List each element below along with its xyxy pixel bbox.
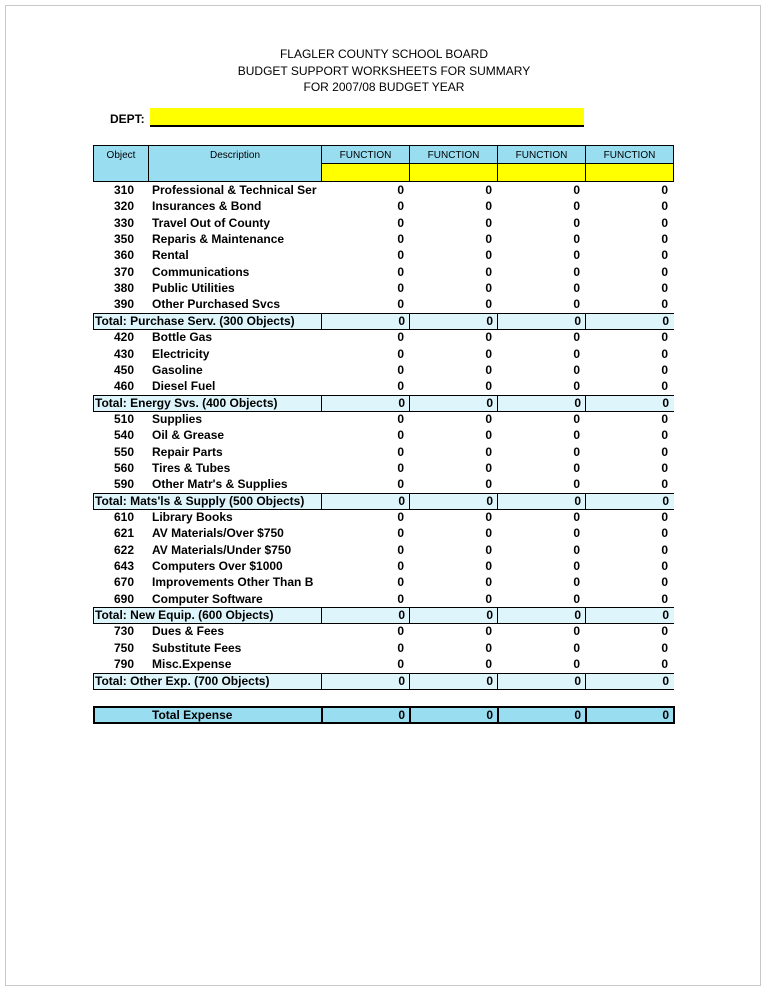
object-code: 790 [113,657,134,671]
row-description: Substitute Fees [152,641,242,655]
function-4-input[interactable] [585,163,674,182]
object-code: 610 [113,510,134,524]
function-value-3[interactable]: 0 [573,330,580,344]
function-value-4[interactable]: 0 [661,216,668,230]
function-value-3[interactable]: 0 [573,412,580,426]
subtotal-value-4: 0 [662,494,669,508]
subtotal-value-2: 0 [486,396,493,410]
subtotal-value-1: 0 [398,396,405,410]
function-value-1[interactable]: 0 [397,657,404,671]
row-description: Other Matr's & Supplies [152,477,288,491]
function-value-2[interactable]: 0 [485,559,492,573]
table-row [0,363,768,379]
function-value-4[interactable]: 0 [661,624,668,638]
function-value-1[interactable]: 0 [397,232,404,246]
function-value-4[interactable]: 0 [661,526,668,540]
function-value-3[interactable]: 0 [573,445,580,459]
report-year: FOR 2007/08 BUDGET YEAR [303,80,465,94]
object-code: 330 [113,216,134,230]
function-value-3[interactable]: 0 [573,363,580,377]
function-value-2[interactable]: 0 [485,445,492,459]
object-code: 690 [113,592,134,606]
function-value-1[interactable]: 0 [397,445,404,459]
function-value-3[interactable]: 0 [573,543,580,557]
object-code: 622 [113,543,134,557]
grand-total-value-4: 0 [662,708,669,722]
function-value-3[interactable]: 0 [573,657,580,671]
table-row [0,575,768,591]
row-description: Gasoline [152,363,203,377]
function-value-3[interactable]: 0 [573,199,580,213]
table-row [0,412,768,428]
row-description: Diesel Fuel [152,379,216,393]
table-row [0,526,768,542]
function-value-4[interactable]: 0 [661,510,668,524]
function-value-1[interactable]: 0 [397,347,404,361]
function-value-1[interactable]: 0 [397,216,404,230]
subtotal-value-2: 0 [486,674,493,688]
object-code: 430 [113,347,134,361]
function-value-4[interactable]: 0 [661,641,668,655]
row-description: Library Books [152,510,233,524]
object-code: 460 [113,379,134,393]
function-value-2[interactable]: 0 [485,232,492,246]
grand-total-value-3: 0 [574,708,581,722]
function-value-1[interactable]: 0 [397,363,404,377]
function-value-4[interactable]: 0 [661,199,668,213]
function-value-2[interactable]: 0 [485,379,492,393]
function-value-4[interactable]: 0 [661,363,668,377]
function-value-1[interactable]: 0 [397,526,404,540]
function-value-2[interactable]: 0 [485,363,492,377]
grand-total-value-1: 0 [398,708,405,722]
function-value-2[interactable]: 0 [485,347,492,361]
function-value-3[interactable]: 0 [573,232,580,246]
function-value-3[interactable]: 0 [573,510,580,524]
function-value-2[interactable]: 0 [485,297,492,311]
function-value-2[interactable]: 0 [485,412,492,426]
table-row [0,248,768,264]
row-description: Professional & Technical Ser [152,183,317,197]
subtotal-value-3: 0 [574,674,581,688]
object-code: 350 [113,232,134,246]
table-row [0,543,768,559]
header-function-3: FUNCTION [497,145,586,182]
function-value-2[interactable]: 0 [485,657,492,671]
grand-total-value-2: 0 [486,708,493,722]
subtotal-value-2: 0 [486,314,493,328]
object-code: 621 [113,526,134,540]
table-row [0,624,768,640]
row-description: Electricity [152,347,210,361]
header-function-4: FUNCTION [585,145,674,182]
function-value-3[interactable]: 0 [573,559,580,573]
row-description: Insurances & Bond [152,199,262,213]
function-value-2[interactable]: 0 [485,216,492,230]
function-1-input[interactable] [321,163,410,182]
function-value-2[interactable]: 0 [485,183,492,197]
function-value-1[interactable]: 0 [397,461,404,475]
header-description: Description [148,145,322,182]
function-value-1[interactable]: 0 [397,183,404,197]
function-value-2[interactable]: 0 [485,641,492,655]
row-description: Computers Over $1000 [152,559,283,573]
table-row [0,477,768,493]
object-code: 730 [113,624,134,638]
table-row [0,347,768,363]
header-function-1: FUNCTION [321,145,410,182]
row-description: Tires & Tubes [152,461,231,475]
object-code: 360 [113,248,134,262]
subtotal-row [93,313,674,330]
function-value-1[interactable]: 0 [397,510,404,524]
function-value-2[interactable]: 0 [485,510,492,524]
grand-total-bar [93,706,675,724]
function-value-3[interactable]: 0 [573,379,580,393]
table-row [0,461,768,477]
function-value-2[interactable]: 0 [485,575,492,589]
function-value-2[interactable]: 0 [485,428,492,442]
function-value-1[interactable]: 0 [397,248,404,262]
function-value-3[interactable]: 0 [573,526,580,540]
object-code: 540 [113,428,134,442]
object-code: 590 [113,477,134,491]
dept-label: DEPT: [110,112,145,126]
subtotal-label: Total: New Equip. (600 Objects) [95,608,274,622]
function-value-3[interactable]: 0 [573,428,580,442]
function-value-4[interactable]: 0 [661,281,668,295]
subtotal-value-3: 0 [574,494,581,508]
object-code: 670 [113,575,134,589]
function-value-2[interactable]: 0 [485,330,492,344]
row-description: Reparis & Maintenance [152,232,285,246]
row-description: AV Materials/Under $750 [152,543,292,557]
function-value-1[interactable]: 0 [397,559,404,573]
function-value-3[interactable]: 0 [573,641,580,655]
object-code: 560 [113,461,134,475]
table-row [0,641,768,657]
function-value-4[interactable]: 0 [661,265,668,279]
function-value-3[interactable]: 0 [573,265,580,279]
table-row [0,445,768,461]
object-code: 420 [113,330,134,344]
table-row [0,428,768,444]
row-description: Public Utilities [152,281,235,295]
subtotal-value-3: 0 [574,608,581,622]
subtotal-value-1: 0 [398,608,405,622]
function-value-4[interactable]: 0 [661,559,668,573]
function-value-4[interactable]: 0 [661,575,668,589]
table-row [0,199,768,215]
subtotal-label: Total: Other Exp. (700 Objects) [95,674,270,688]
row-description: AV Materials/Over $750 [152,526,284,540]
subtotal-value-2: 0 [486,494,493,508]
header-object: Object [93,145,149,182]
function-value-4[interactable]: 0 [661,248,668,262]
function-value-4[interactable]: 0 [661,592,668,606]
row-description: Travel Out of County [152,216,271,230]
function-value-1[interactable]: 0 [397,281,404,295]
report-title: FLAGLER COUNTY SCHOOL BOARD [279,47,489,61]
subtotal-label: Total: Mats'ls & Supply (500 Objects) [95,494,305,508]
function-value-1[interactable]: 0 [397,330,404,344]
function-value-1[interactable]: 0 [397,575,404,589]
subtotal-row [93,493,674,510]
table-row [0,330,768,346]
table-row [0,379,768,395]
row-description: Dues & Fees [152,624,225,638]
subtotal-value-1: 0 [398,494,405,508]
subtotal-value-3: 0 [574,314,581,328]
table-row [0,265,768,281]
function-value-4[interactable]: 0 [661,461,668,475]
function-value-1[interactable]: 0 [397,477,404,491]
function-value-3[interactable]: 0 [573,592,580,606]
object-code: 643 [113,559,134,573]
function-value-1[interactable]: 0 [397,543,404,557]
function-value-1[interactable]: 0 [397,641,404,655]
subtotal-value-2: 0 [486,608,493,622]
table-row [0,183,768,199]
object-code: 510 [113,412,134,426]
function-value-3[interactable]: 0 [573,575,580,589]
function-value-2[interactable]: 0 [485,477,492,491]
row-description: Communications [152,265,250,279]
function-value-1[interactable]: 0 [397,265,404,279]
function-value-2[interactable]: 0 [485,265,492,279]
function-value-1[interactable]: 0 [397,379,404,393]
function-value-3[interactable]: 0 [573,461,580,475]
subtotal-row [93,395,674,412]
subtotal-label: Total: Purchase Serv. (300 Objects) [95,314,295,328]
function-value-1[interactable]: 0 [397,428,404,442]
object-code: 550 [113,445,134,459]
report-subtitle: BUDGET SUPPORT WORKSHEETS FOR SUMMARY [237,64,531,78]
table-row [0,216,768,232]
function-value-1[interactable]: 0 [397,412,404,426]
subtotal-value-4: 0 [662,314,669,328]
subtotal-value-4: 0 [662,396,669,410]
table-row [0,281,768,297]
table-row [0,232,768,248]
object-code: 320 [113,199,134,213]
grand-total-label: Total Expense [152,708,233,722]
function-value-2[interactable]: 0 [485,543,492,557]
subtotal-value-1: 0 [398,674,405,688]
object-code: 310 [113,183,134,197]
row-description: Repair Parts [152,445,223,459]
dept-input[interactable] [150,108,584,127]
object-code: 390 [113,297,134,311]
row-description: Supplies [152,412,203,426]
function-value-4[interactable]: 0 [661,477,668,491]
function-value-2[interactable]: 0 [485,526,492,540]
function-value-4[interactable]: 0 [661,543,668,557]
function-value-2[interactable]: 0 [485,592,492,606]
subtotal-value-3: 0 [574,396,581,410]
function-value-3[interactable]: 0 [573,248,580,262]
row-description: Bottle Gas [152,330,213,344]
function-value-2[interactable]: 0 [485,624,492,638]
function-value-1[interactable]: 0 [397,297,404,311]
function-value-2[interactable]: 0 [485,461,492,475]
function-value-1[interactable]: 0 [397,199,404,213]
function-value-4[interactable]: 0 [661,330,668,344]
row-description: Misc.Expense [152,657,232,671]
function-value-4[interactable]: 0 [661,297,668,311]
row-description: Improvements Other Than B [152,575,314,589]
function-value-3[interactable]: 0 [573,216,580,230]
function-value-1[interactable]: 0 [397,592,404,606]
subtotal-value-1: 0 [398,314,405,328]
table-row [0,657,768,673]
object-code: 380 [113,281,134,295]
function-value-2[interactable]: 0 [485,199,492,213]
function-value-3[interactable]: 0 [573,183,580,197]
table-row [0,510,768,526]
subtotal-row [93,607,674,624]
function-value-4[interactable]: 0 [661,232,668,246]
function-value-4[interactable]: 0 [661,657,668,671]
function-value-1[interactable]: 0 [397,624,404,638]
row-description: Computer Software [152,592,263,606]
table-row [0,297,768,313]
function-value-3[interactable]: 0 [573,347,580,361]
function-value-4[interactable]: 0 [661,379,668,393]
header-function-2: FUNCTION [409,145,498,182]
function-value-4[interactable]: 0 [661,412,668,426]
function-value-4[interactable]: 0 [661,183,668,197]
function-value-3[interactable]: 0 [573,624,580,638]
object-code: 450 [113,363,134,377]
row-description: Other Purchased Svcs [152,297,281,311]
row-description: Rental [152,248,189,262]
function-value-2[interactable]: 0 [485,281,492,295]
table-row [0,559,768,575]
function-value-4[interactable]: 0 [661,347,668,361]
object-code: 750 [113,641,134,655]
subtotal-value-4: 0 [662,608,669,622]
function-value-3[interactable]: 0 [573,281,580,295]
subtotal-label: Total: Energy Svs. (400 Objects) [95,396,278,410]
function-value-3[interactable]: 0 [573,477,580,491]
function-value-3[interactable]: 0 [573,297,580,311]
function-value-2[interactable]: 0 [485,248,492,262]
function-value-4[interactable]: 0 [661,428,668,442]
function-value-4[interactable]: 0 [661,445,668,459]
subtotal-value-4: 0 [662,674,669,688]
function-3-input[interactable] [497,163,586,182]
table-row [0,592,768,608]
object-code: 370 [113,265,134,279]
row-description: Oil & Grease [152,428,225,442]
subtotal-row [93,673,674,690]
function-2-input[interactable] [409,163,498,182]
